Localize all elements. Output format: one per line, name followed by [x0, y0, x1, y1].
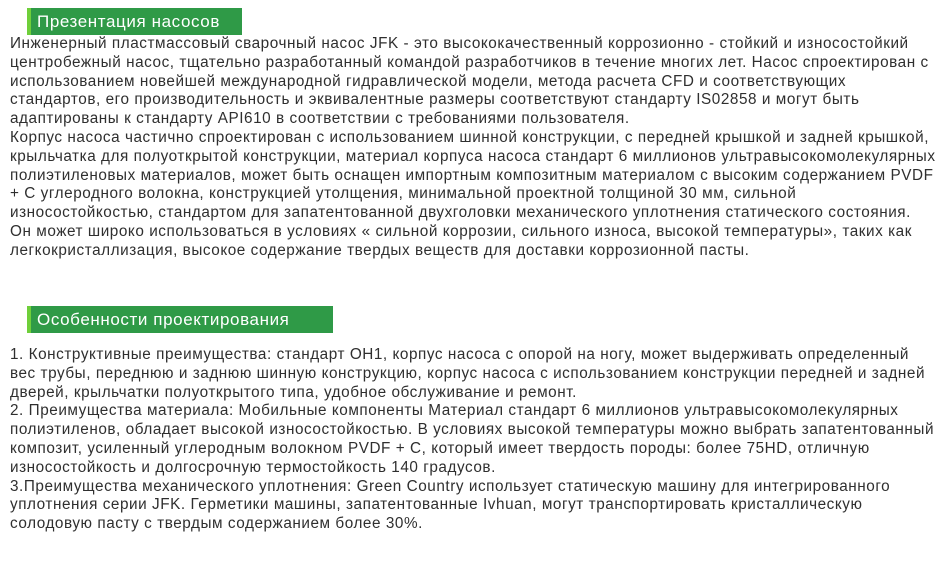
list-item: 3.Преимущества механического уплотнения: Green Country использует статическую машину для интегрированного уплотнения серии JFK. Герметики машины, запатентованные Ivhuan, могут транспортировать кристаллическую солодовую пасту с твердым содержанием более 30%. [10, 477, 891, 533]
section-heading-text: Презентация насосов [37, 11, 220, 31]
section-heading-design-features [27, 306, 333, 333]
pump-presentation-text [10, 35, 936, 261]
section-heading-text: Особенности проектирования [37, 309, 290, 329]
section-heading-pump-presentation [27, 8, 242, 35]
design-features-list [10, 346, 936, 534]
list-item: 1. Конструктивные преимущества: стандарт OH1, корпус насоса с опорой на ногу, может выдерживать определенный вес трубы, переднюю и заднюю шинную конструкцию, корпус насоса с использованием конструкции передней и задней дверей, крыльчатки полуоткрытого типа, удобное обслуживание и ремонт. [10, 346, 926, 401]
paragraph: Корпус насоса частично спроектирован с использованием шинной конструкции, с передней крышкой и задней крышкой, крыльчатка для полуоткрытой конструкции, материал корпуса насоса стандарт 6 миллионов ультравысокомолекулярных полиэтиленовых материалов, может быть оснащен импортным композитным материалом с высоким содержанием PVDF + C углеродного волокна, конструкцией утолщения, минимальной проектной толщиной 30 мм, сильной износостойкостью, стандартом для запатентованной двухголовки механического уплотнения статического состояния. Он может широко использоваться в условиях « сильной коррозии, сильного износа, высокой температуры», таких как легкокристаллизация, высокое содержание твердых веществ для доставки коррозионной пасты. [10, 128, 936, 259]
paragraph: Инженерный пластмассовый сварочный насос JFK - это высококачественный коррозионно - стойкий и износостойкий центробежный насос, тщательно разработанный командой разработчиков в течение многих лет. Насос спроектирован с использованием новейшей международной гидравлической модели, метода расчета CFD и соответствующих стандартов, его производительность и эквивалентные размеры соответствуют стандарту IS02858 и могут быть адаптированы к стандарту API610 в соответствии с требованиями пользователя. [10, 35, 929, 128]
list-item: 2. Преимущества материала: Мобильные компоненты Материал стандарт 6 миллионов ультравысокомолекулярных полиэтиленов, обладает высокой износостойкостью. В условиях высокой температуры можно выбрать запатентованный композит, усиленный углеродным волокном PVDF + C, который имеет твердость породы: более 75HD, отличную износостойкость и долгосрочную термостойкость 140 градусов. [10, 402, 935, 476]
